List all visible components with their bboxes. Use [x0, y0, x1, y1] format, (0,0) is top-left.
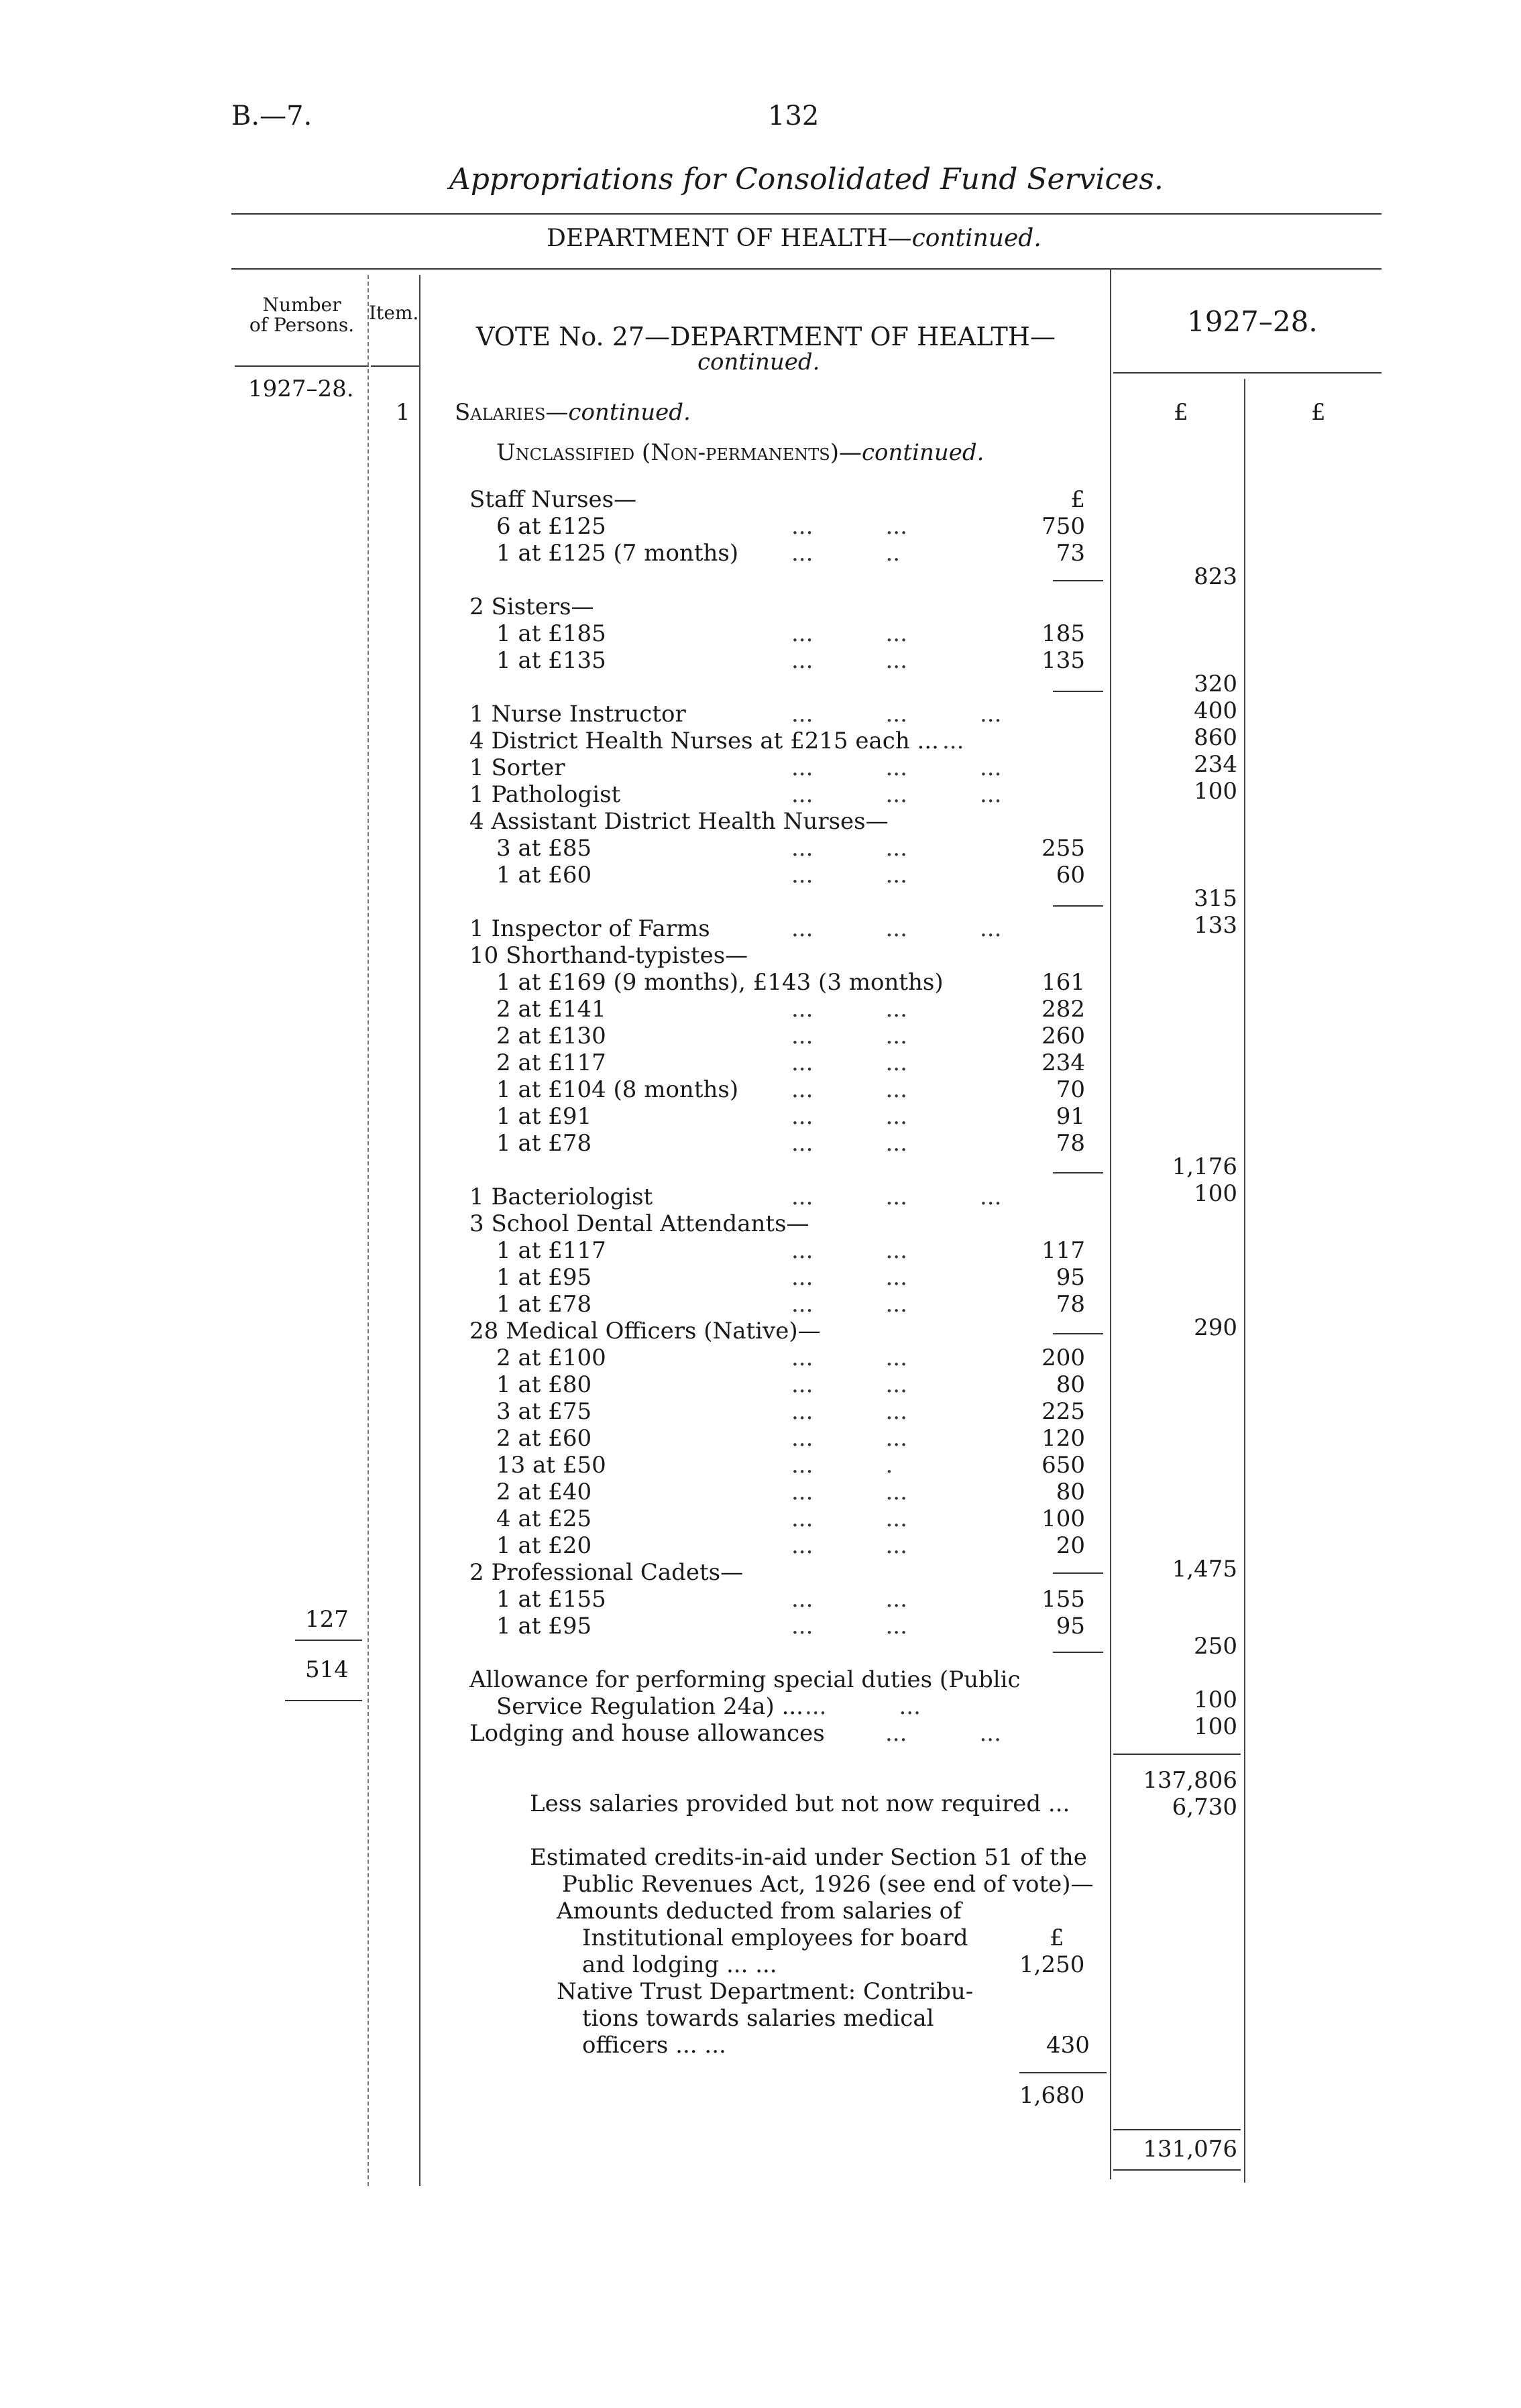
line-item-label: 1 Nurse Instructor	[469, 701, 686, 728]
gross-total: 137,806	[1143, 1767, 1237, 1794]
net-total-bottom-rule	[1113, 2169, 1241, 2171]
total-value: 234	[1194, 751, 1237, 778]
line-item-amount: 650	[1041, 1452, 1085, 1479]
line-item-label: 1 Pathologist	[469, 781, 621, 808]
line-item-label: 1 at £185	[496, 620, 606, 647]
net-total: 131,076	[1143, 2136, 1237, 2163]
leader-dots: ... ...	[791, 513, 907, 540]
leader-dots: ... ...	[791, 1130, 907, 1157]
line-item-label: 6 at £125	[496, 513, 606, 540]
line-item	[469, 1237, 1100, 1264]
line-item	[469, 513, 1100, 540]
line-item-amount: 20	[1056, 1532, 1085, 1559]
estimated-credits-line8: officers ... ...	[582, 2032, 726, 2059]
line-item	[469, 754, 1100, 781]
line-item-amount: 135	[1041, 647, 1085, 674]
line-item-label: 3 at £85	[496, 835, 592, 862]
line-item	[469, 835, 1100, 862]
subtotal-rule	[1053, 1572, 1103, 1574]
line-item-amount: 91	[1056, 1103, 1085, 1130]
total-value: 100	[1194, 1713, 1237, 1740]
line-item-label: 1 at £20	[496, 1532, 592, 1559]
line-item-amount: 117	[1041, 1237, 1085, 1264]
estimated-credits-pound: £	[1050, 1925, 1064, 1951]
grand-subtotal-rule	[1113, 1754, 1241, 1755]
line-item-amount: £	[1070, 486, 1085, 513]
line-item-label: 1 at £104 (8 months)	[496, 1076, 739, 1103]
line-item	[469, 1184, 1100, 1210]
persons-total-rule	[285, 1700, 362, 1701]
salaries-heading	[455, 399, 691, 426]
line-item	[469, 1559, 1100, 1586]
total-value: 290	[1194, 1314, 1237, 1341]
vote-title: VOTE No. 27—DEPARTMENT OF HEALTH—	[476, 322, 1056, 351]
net-total-top-rule	[1113, 2129, 1241, 2130]
vote-title-continued: continued.	[697, 349, 820, 376]
leader-dots: ... ...	[791, 1532, 907, 1559]
leader-dots: ... ...	[791, 1586, 907, 1613]
estimated-credits-line2: Public Revenues Act, 1926 (see end of vote)—	[562, 1871, 1094, 1898]
credits-total-rule	[1019, 2072, 1107, 2073]
line-item	[469, 808, 1100, 835]
total-value: 315	[1194, 885, 1237, 912]
line-item-label: 28 Medical Officers (Native)—	[469, 1318, 821, 1344]
total-value: 133	[1194, 912, 1237, 939]
leader-dots: ... ...	[791, 647, 907, 674]
subtotal-rule	[1053, 1652, 1103, 1653]
year-header: 1927–28.	[1187, 305, 1318, 338]
leader-dots: ... ...	[791, 862, 907, 888]
line-item-amount: 120	[1041, 1425, 1085, 1452]
line-item-label: 10 Shorthand-typistes—	[469, 942, 748, 969]
line-item	[469, 1344, 1100, 1371]
number-of-persons-header: Number of Persons.	[249, 294, 355, 336]
line-item-label: 4 at £25	[496, 1505, 592, 1532]
leader-dots: ... ...	[791, 1344, 907, 1371]
line-item	[469, 781, 1100, 808]
line-item-label: 1 at £95	[496, 1613, 592, 1640]
leader-dots: ... ... ...	[791, 915, 1002, 942]
leader-dots: ... ...	[791, 1398, 907, 1425]
subtotal-rule	[1053, 1333, 1103, 1334]
leader-dots: ... ...	[791, 1237, 907, 1264]
line-item-amount: 80	[1056, 1479, 1085, 1505]
line-item-label: 1 Inspector of Farms	[469, 915, 710, 942]
line-item-label: 13 at £50	[496, 1452, 606, 1479]
leader-dots: ... ...	[805, 1693, 921, 1720]
page-title: Appropriations for Consolidated Fund Services.	[449, 162, 1164, 196]
line-item-label: 2 Professional Cadets—	[469, 1559, 744, 1586]
item-column-divider	[419, 275, 420, 2186]
leader-dots: ... .	[791, 1452, 893, 1479]
line-item-label: 4 District Health Nurses at £215 each ...	[469, 728, 939, 754]
line-item	[469, 1103, 1100, 1130]
leader-dots: ... ...	[791, 1291, 907, 1318]
leader-dots: ... ...	[791, 1505, 907, 1532]
line-item-label: Service Regulation 24a) ...	[496, 1693, 803, 1720]
line-item	[469, 1371, 1100, 1398]
subtotal-rule	[1053, 580, 1103, 581]
less-salaries-label: Less salaries provided but not now required ...	[530, 1790, 1070, 1817]
leader-dots: ... ...	[791, 1479, 907, 1505]
leader-dots: ... ...	[791, 620, 907, 647]
line-item	[469, 593, 1100, 620]
line-item	[469, 1720, 1100, 1747]
year-left: 1927–28.	[248, 376, 354, 402]
line-item-label: 1 at £91	[496, 1103, 592, 1130]
line-item	[469, 1425, 1100, 1452]
total-value: 1,176	[1172, 1153, 1237, 1180]
line-item	[469, 1693, 1100, 1720]
estimated-credits-line4: Institutional employees for board	[582, 1925, 968, 1951]
pound-sign-col1: £	[1174, 399, 1188, 426]
line-item	[469, 540, 1100, 567]
persons-column-divider	[368, 275, 369, 2186]
department-continued: continued.	[911, 225, 1041, 252]
line-item-label: 1 at £155	[496, 1586, 606, 1613]
estimated-credits-line6: Native Trust Department: Contribu-	[557, 1978, 974, 2005]
line-item-label: 2 at £60	[496, 1425, 592, 1452]
persons-count: 127	[305, 1606, 349, 1633]
amount-column-divider	[1110, 268, 1111, 2179]
line-item	[469, 1613, 1100, 1640]
year-column-divider	[1244, 379, 1245, 2183]
line-item-label: 1 at £135	[496, 647, 606, 674]
line-item-amount: 234	[1041, 1049, 1085, 1076]
persons-total: 514	[305, 1656, 349, 1683]
subtotal-rule	[1053, 1172, 1103, 1173]
total-value: 1,475	[1172, 1556, 1237, 1583]
line-item	[469, 1479, 1100, 1505]
line-item	[469, 647, 1100, 674]
less-salaries-amount: 6,730	[1172, 1794, 1237, 1821]
document-ref: B.—7.	[231, 101, 313, 131]
line-item-label: 1 at £169 (9 months), £143 (3 months)	[496, 969, 944, 996]
line-item-amount: 100	[1041, 1505, 1085, 1532]
line-item	[469, 996, 1100, 1023]
line-item	[469, 1318, 1100, 1344]
leader-dots: ... ...	[791, 1264, 907, 1291]
total-value: 860	[1194, 724, 1237, 751]
persons-header-rule	[235, 365, 369, 367]
line-item-label: 4 Assistant District Health Nurses—	[469, 808, 889, 835]
line-item	[469, 915, 1100, 942]
credits-total: 1,680	[1019, 2082, 1085, 2109]
line-item	[469, 1210, 1100, 1237]
line-item-amount: 80	[1056, 1371, 1085, 1398]
line-item-amount: 155	[1041, 1586, 1085, 1613]
line-item-amount: 78	[1056, 1130, 1085, 1157]
native-trust-amount: 430	[1046, 2032, 1090, 2059]
leader-dots: ... ...	[791, 1023, 907, 1049]
total-value: 823	[1194, 563, 1237, 590]
subtotal-rule	[1053, 905, 1103, 907]
leader-dots: ... ... ...	[791, 754, 1002, 781]
line-item	[469, 1049, 1100, 1076]
line-item-label: 3 School Dental Attendants—	[469, 1210, 809, 1237]
leader-dots: ... ...	[791, 1049, 907, 1076]
line-item-amount: 70	[1056, 1076, 1085, 1103]
leader-dots: ... ... ...	[791, 701, 1002, 728]
line-item	[469, 862, 1100, 888]
line-item-label: 3 at £75	[496, 1398, 592, 1425]
line-item-label: 1 at £117	[496, 1237, 606, 1264]
leader-dots: ... ..	[791, 540, 901, 567]
line-item	[469, 1398, 1100, 1425]
line-item-label: 2 at £141	[496, 996, 606, 1023]
line-item-amount: 161	[1041, 969, 1085, 996]
total-value: 100	[1194, 1180, 1237, 1207]
line-item-amount: 95	[1056, 1264, 1085, 1291]
total-value: 250	[1194, 1633, 1237, 1660]
leader-dots: ... ...	[885, 1720, 1001, 1747]
line-item-amount: 185	[1041, 620, 1085, 647]
department-name: DEPARTMENT OF HEALTH—	[547, 225, 912, 252]
total-value: 400	[1194, 697, 1237, 724]
line-item	[469, 1023, 1100, 1049]
line-item-amount: 95	[1056, 1613, 1085, 1640]
line-item-label: Staff Nurses—	[469, 486, 637, 513]
title-rule	[231, 213, 1382, 215]
total-value: 100	[1194, 778, 1237, 805]
leader-dots: ... ...	[791, 1371, 907, 1398]
unclassified-label: Unclassified (Non-permanents)—	[496, 439, 862, 466]
line-item-amount: 225	[1041, 1398, 1085, 1425]
line-item	[469, 701, 1100, 728]
line-item	[469, 1666, 1100, 1693]
unclassified-heading	[496, 439, 984, 466]
line-item-amount: 200	[1041, 1344, 1085, 1371]
leader-dots: ... ...	[791, 1613, 907, 1640]
department-rule	[231, 268, 1382, 270]
item-number: 1	[396, 399, 410, 426]
line-item	[469, 1532, 1100, 1559]
leader-dots: ... ...	[791, 1076, 907, 1103]
line-item	[469, 1505, 1100, 1532]
estimated-credits-line3: Amounts deducted from salaries of	[557, 1898, 962, 1925]
year-header-rule	[1113, 372, 1382, 374]
line-item-label: 1 at £60	[496, 862, 592, 888]
unclassified-continued: continued.	[862, 439, 984, 466]
line-item	[469, 486, 1100, 513]
line-item-label: 1 at £125 (7 months)	[496, 540, 739, 567]
leader-dots: ... ... ...	[791, 781, 1002, 808]
line-item	[469, 728, 1100, 754]
line-item-amount: 60	[1056, 862, 1085, 888]
line-item-label: 1 at £78	[496, 1291, 592, 1318]
leader-dots: ... ...	[791, 1425, 907, 1452]
line-item	[469, 969, 1100, 996]
leader-dots: ...	[942, 728, 964, 754]
line-item-label: 1 at £80	[496, 1371, 592, 1398]
pound-sign-col2: £	[1311, 399, 1326, 426]
line-item-label: Allowance for performing special duties (Public	[469, 1666, 1021, 1693]
line-item-label: 2 at £117	[496, 1049, 606, 1076]
line-item	[469, 1452, 1100, 1479]
line-item-amount: 750	[1041, 513, 1085, 540]
total-value: 100	[1194, 1686, 1237, 1713]
line-item	[469, 942, 1100, 969]
line-item	[469, 1291, 1100, 1318]
line-item-label: 2 at £100	[496, 1344, 606, 1371]
line-item	[469, 620, 1100, 647]
line-item-amount: 260	[1041, 1023, 1085, 1049]
subtotal-rule	[1053, 691, 1103, 692]
board-lodging-amount: 1,250	[1019, 1951, 1085, 1978]
line-item-label: 2 at £40	[496, 1479, 592, 1505]
line-item-label: 1 at £95	[496, 1264, 592, 1291]
total-value: 320	[1194, 671, 1237, 697]
line-item	[469, 1264, 1100, 1291]
line-item-label: Lodging and house allowances	[469, 1720, 825, 1747]
persons-rule	[295, 1640, 362, 1641]
line-item-amount: 282	[1041, 996, 1085, 1023]
line-item-label: 2 at £130	[496, 1023, 606, 1049]
line-item-amount: 73	[1056, 540, 1085, 567]
line-item-label: 1 at £78	[496, 1130, 592, 1157]
salaries-label: Salaries—	[455, 399, 569, 426]
line-item-label: 1 Bacteriologist	[469, 1184, 653, 1210]
estimated-credits-line5: and lodging ... ...	[582, 1951, 777, 1978]
line-item-label: 1 Sorter	[469, 754, 565, 781]
line-item	[469, 1076, 1100, 1103]
salaries-continued: continued.	[568, 399, 691, 426]
estimated-credits-line7: tions towards salaries medical	[582, 2005, 934, 2032]
item-header: Item.	[369, 302, 419, 324]
department-heading	[547, 225, 1041, 252]
line-item-amount: 255	[1041, 835, 1085, 862]
item-header-rule	[371, 365, 419, 367]
line-item-label: 2 Sisters—	[469, 593, 594, 620]
leader-dots: ... ... ...	[791, 1184, 1002, 1210]
leader-dots: ... ...	[791, 835, 907, 862]
leader-dots: ... ...	[791, 996, 907, 1023]
leader-dots: ... ...	[791, 1103, 907, 1130]
line-item	[469, 1586, 1100, 1613]
line-item-amount: 78	[1056, 1291, 1085, 1318]
line-item	[469, 1130, 1100, 1157]
estimated-credits-line1: Estimated credits-in-aid under Section 51 of the	[530, 1844, 1087, 1871]
page-number: 132	[768, 101, 820, 131]
